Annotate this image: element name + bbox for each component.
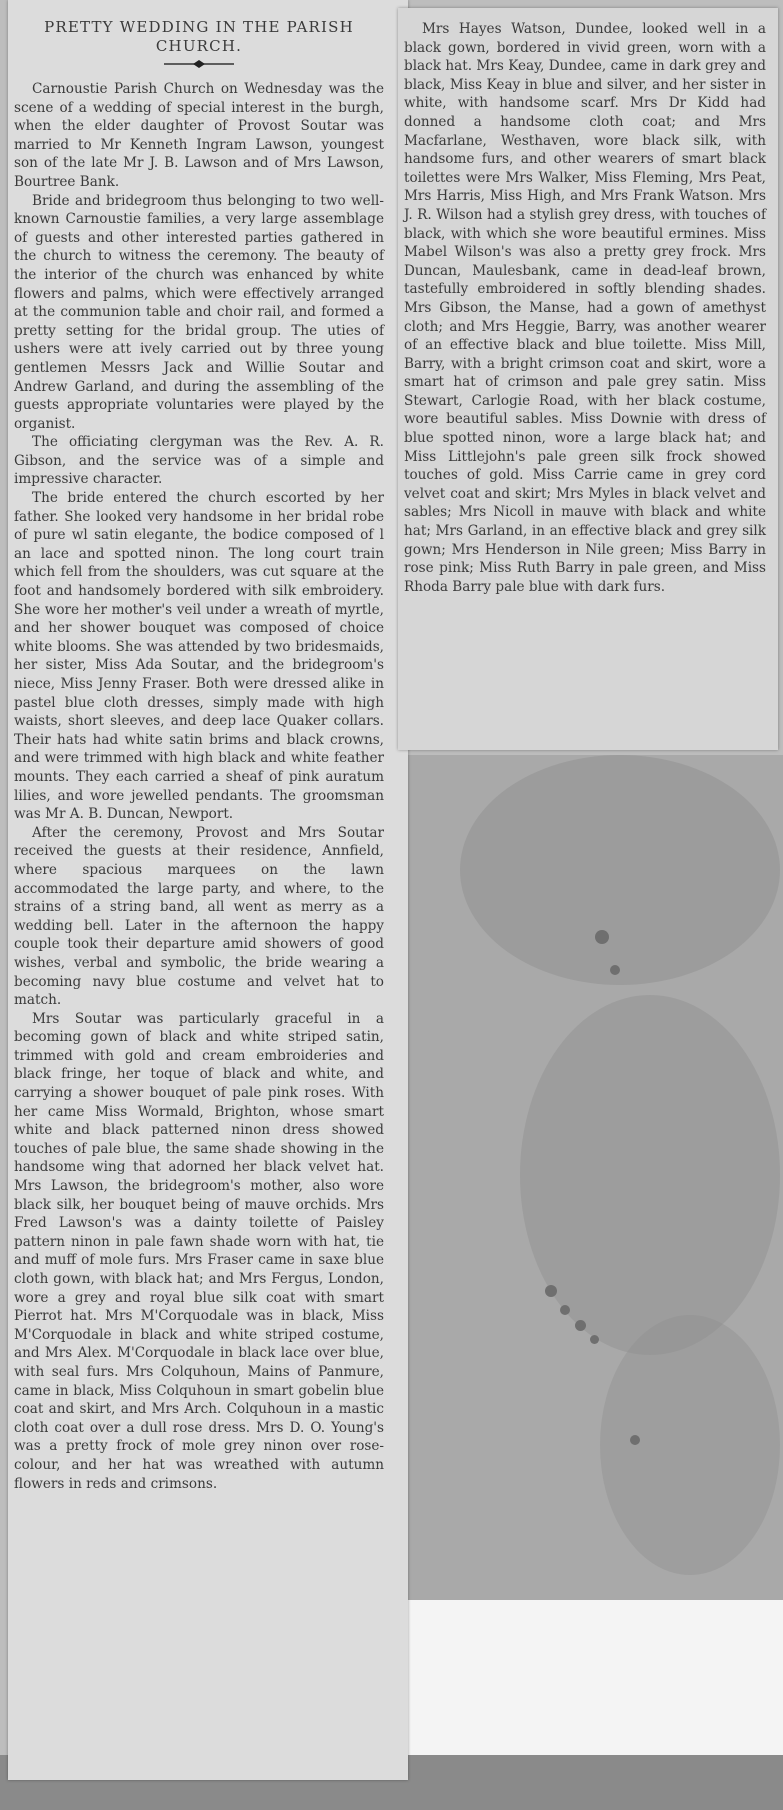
paragraph: Mrs Soutar was particularly graceful in a becoming gown of black and white striped satin, trimmed with gold and cream embroideries and black fringe, her toque of black and white, and carrying a shower bouquet of pale pink roses. With her came Miss Wormald, Brighton, whose smart white and black patterned ninon dress showed touches of pale blue, the same shade showing in the handsome wing that adorned her black velvet hat. Mrs Lawson, the bridegroom's mother, also wore black silk, her bouquet being of mauve orchids. Mrs Fred Lawson's was a dainty toilette of Paisley pattern ninon in pale fawn shade worn with hat, tie and muff of mole furs. Mrs Fraser came in saxe blue cloth gown, with black hat; and Mrs Fergus, London, wore a grey and royal blue silk coat with smart Pierrot hat. Mrs M'Corquodale was in black, Miss M'Corquodale in black and white striped costume, and Mrs Alex. M'Corquodale in black lace over blue, with seal furs. Mrs Colquhoun, Mains of Panmure, came in black, Miss Colquhoun in smart gobelin blue coat and skirt, and Mrs Arch. Colquhoun in a mastic cloth coat over a dull rose dress. Mrs D. O. Young's was a pretty frock of mole grey ninon over rose-colour, and her hat was wreathed with autumn flowers in reds and crimsons. [14, 1010, 384, 1492]
paragraph: Carnoustie Parish Church on Wednesday was the scene of a wedding of special interest in the burgh, when the elder daughter of Provost Soutar was married to Mr Kenneth Ingram Lawson, youngest son of the late Mr J. B. Lawson and of Mrs Lawson, Bourtree Bank. [14, 81, 384, 190]
rule-diamond-icon [164, 60, 234, 68]
white-backing-corner [400, 1600, 783, 1755]
article-headline: PRETTY WEDDING IN THE PARISH CHURCH. [44, 18, 354, 55]
paragraph: After the ceremony, Provost and Mrs Soutar received the guests at their residence, Annfield, where spacious marquees on the lawn accommodated the large party, and where, to the strains of a string band, all went as merry as a wedding bell. Later in the afternoon the happy couple took their departure amid showers of good wishes, verbal and symbolic, the bride wearing a becoming navy blue costume and velvet hat to match. [14, 824, 384, 1009]
paragraph: The officiating clergyman was the Rev. A. R. Gibson, and the service was of a simple and impressive character. [14, 434, 384, 488]
paragraph: Bride and bridegroom thus belonging to two well-known Carnoustie families, a very large assemblage of guests and other interested parties gathered in the church to witness the ceremony. The beauty of the interior of the church was enhanced by white flowers and palms, which were effectively arranged at the communion table and choir rail, and formed a pretty setting for the bridal group. The uties of ushers were att ively carried out by three young gentlemen Messrs Jack and Willie Soutar and Andrew Garland, and during the assembling of the guests appropriate voluntaries were played by the organist. [14, 192, 384, 432]
paragraph: The bride entered the church escorted by her father. She looked very handsome in her bridal robe of pure wl satin elegante, the bodice composed of l an lace and spotted ninon. The long court train which fell from the shoulders, was cut square at the foot and handsomely bordered with silk embroidery. She wore her mother's veil under a wreath of myrtle, and her shower bouquet was composed of choice white blooms. She was attended by two bridesmaids, her sister, Miss Ada Soutar, and the bridegroom's niece, Miss Jenny Fraser. Both were dressed alike in pastel blue cloth dresses, simply made with high waists, short sleeves, and deep lace Quaker collars. Their hats had white satin brims and black crowns, and were trimmed with high black and white feather mounts. They each carried a sheaf of pink auratum lilies, and wore jewelled pendants. The groomsman was Mr A. B. Duncan, Newport. [14, 490, 384, 823]
torn-paper-area [400, 755, 783, 1745]
paragraph: Mrs Hayes Watson, Dundee, looked well in a black gown, bordered in vivid green, worn with a black hat. Mrs Keay, Dundee, came in dark grey and black, Miss Keay in blue and silver, and her sister in white, with handsome scarf. Mrs Dr Kidd had donned a handsome cloth coat; and Mrs Macfarlane, Westhaven, wore black silk, with handsome furs, and other wearers of smart black toilettes were Mrs Walker, Miss Fleming, Mrs Peat, Mrs Harris, Miss High, and Mrs Frank Watson. Mrs J. R. Wilson had a stylish grey dress, with touches of black, with which she wore beautiful ermines. Miss Mabel Wilson's was also a pretty grey frock. Mrs Duncan, Maulesbank, came in dead-leaf brown, tastefully embroidered in softly blending shades. Mrs Gibson, the Manse, had a gown of amethyst cloth; and Mrs Heggie, Barry, was another wearer of an effective black and blue toilette. Miss Mill, Barry, with a bright crimson coat and skirt, wore a smart hat of crimson and pale grey satin. Miss Stewart, Carlogie Road, with her black costume, wore beautiful sables. Miss Downie with dress of blue spotted ninon, wore a large black hat; and Miss Littlejohn's pale green silk frock showed touches of gold. Miss Carrie came in grey cord velvet coat and skirt; Mrs Myles in black velvet and sables; Mrs Nicoll in mauve with black and white hat; Mrs Garland, in an effective black and grey silk gown; Mrs Henderson in Nile green; Miss Barry in rose pink; Miss Ruth Barry in pale green, and Miss Rhoda Barry pale blue with dark furs. [404, 21, 766, 595]
article-left-column [14, 18, 384, 1493]
article-right-column [404, 20, 766, 596]
